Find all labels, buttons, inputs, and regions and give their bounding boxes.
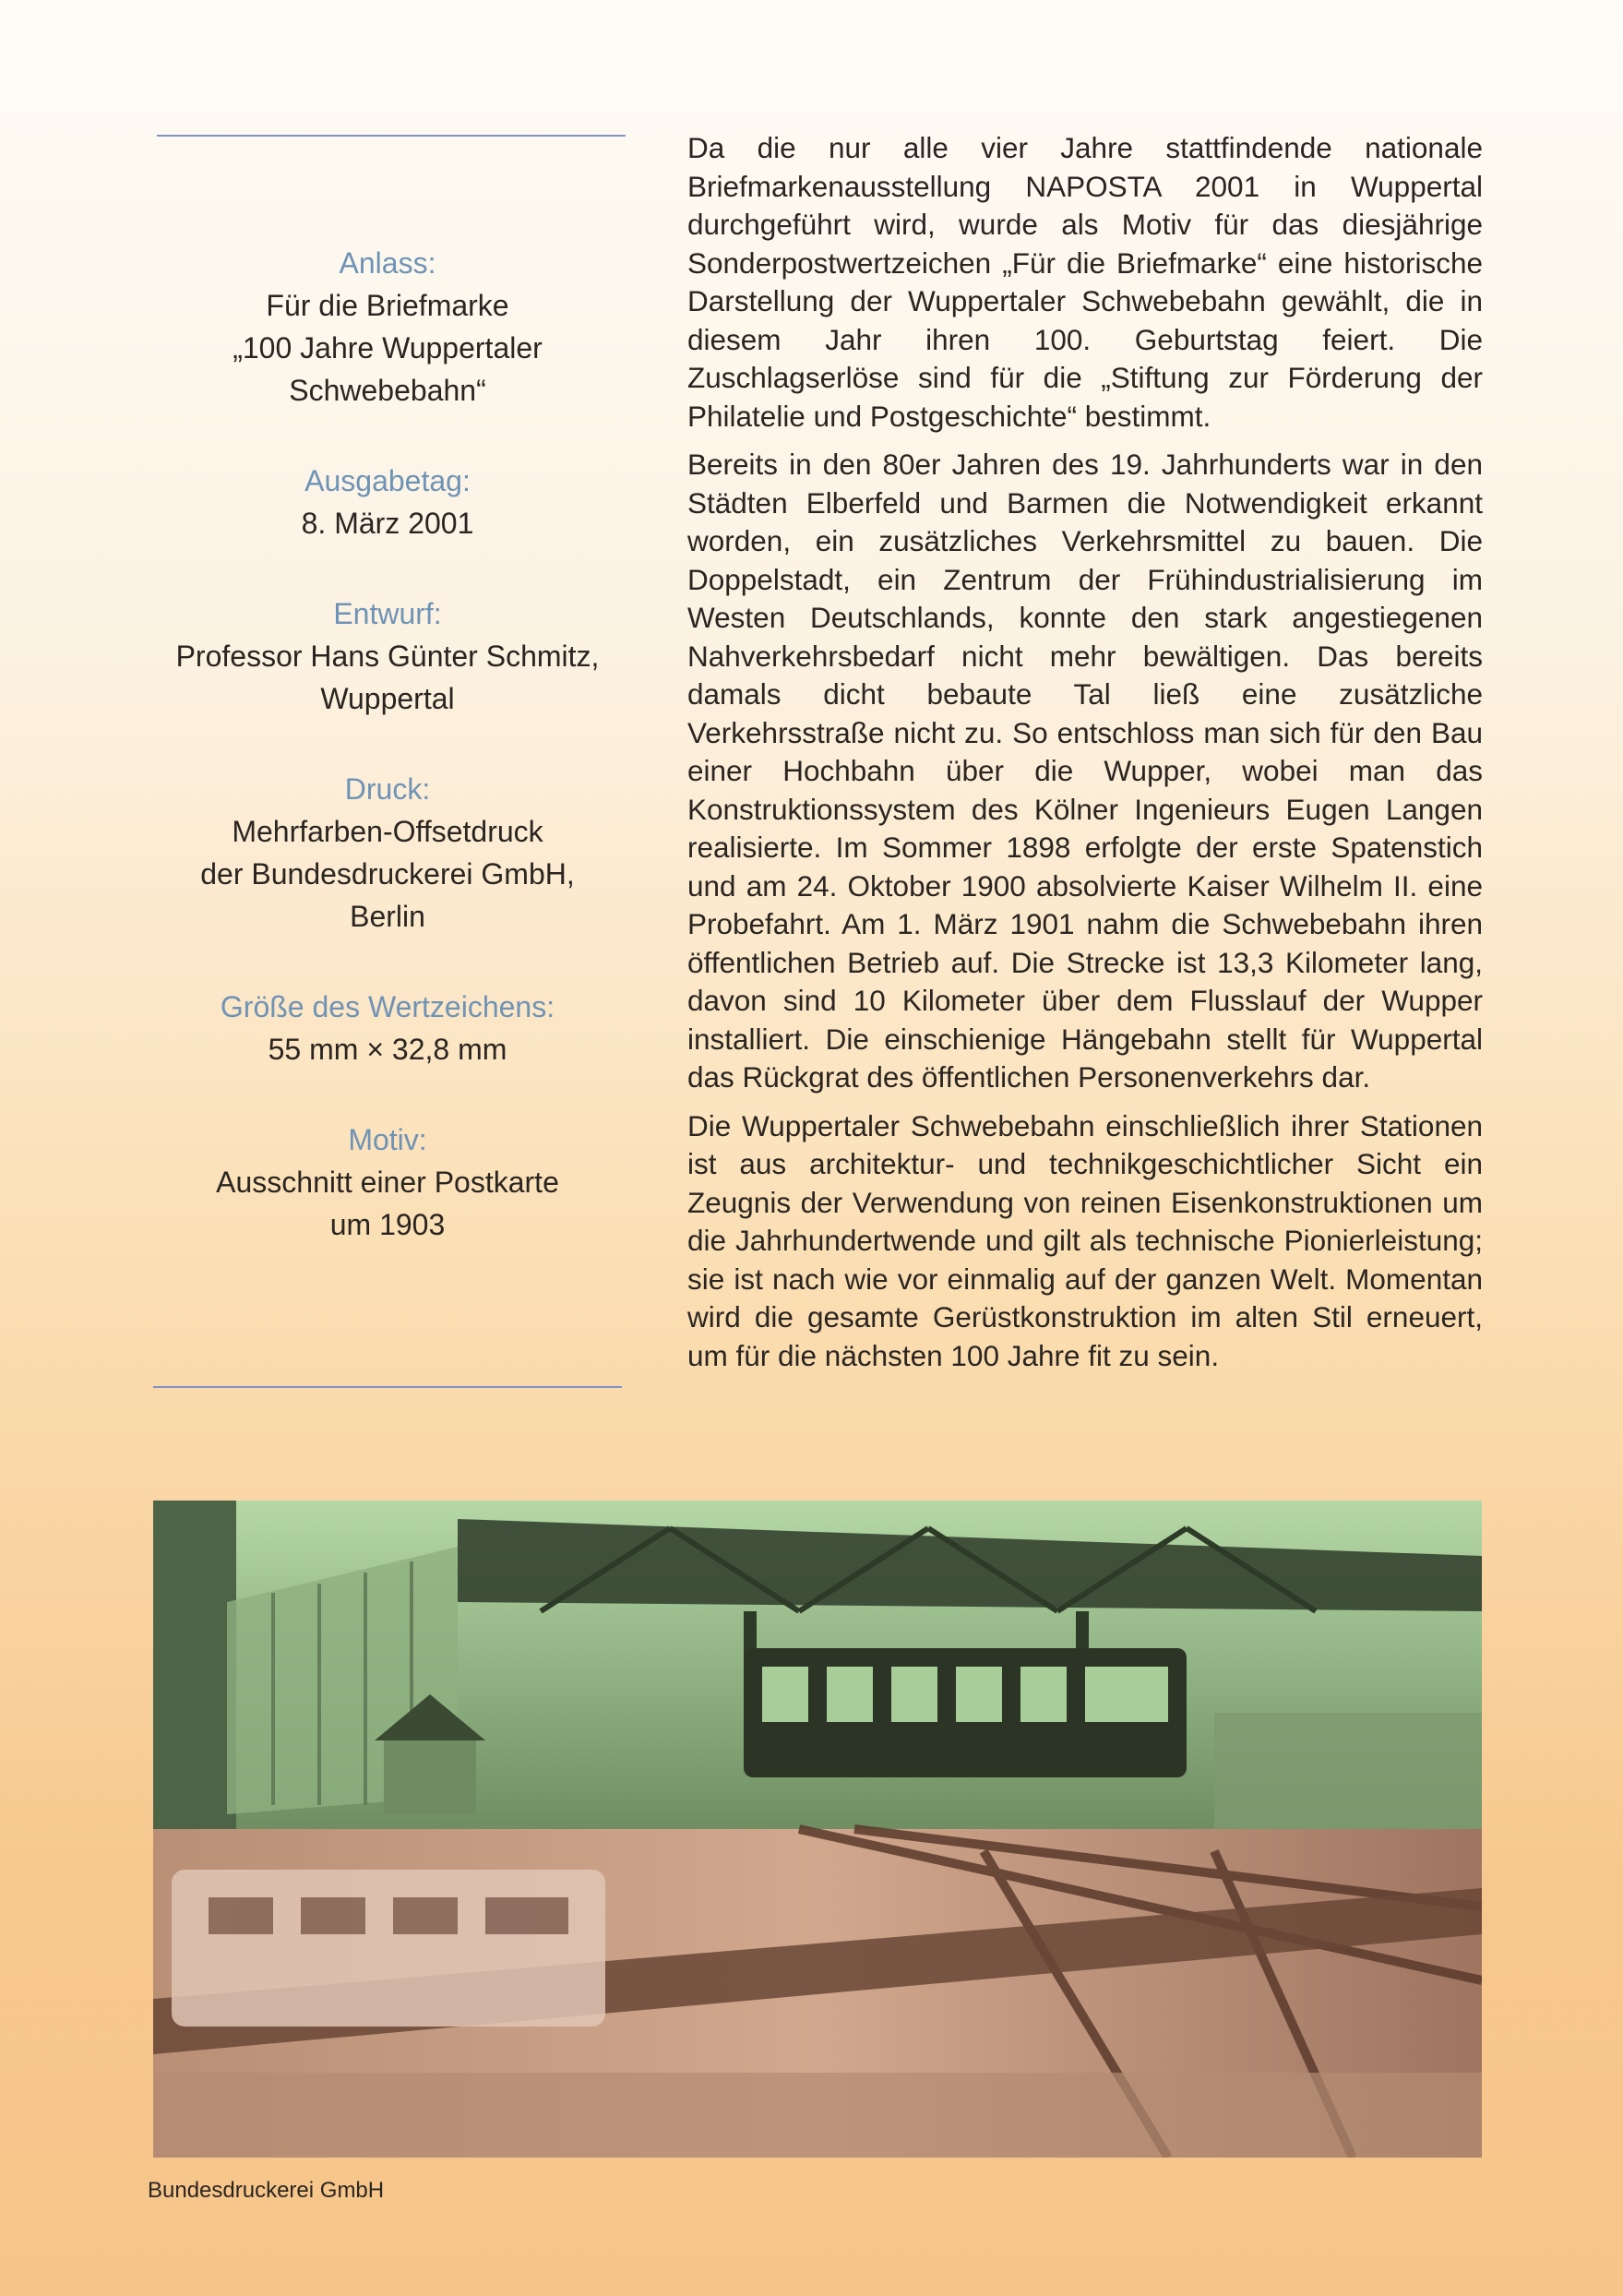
body-paragraph: Bereits in den 80er Jahren des 19. Jahrhunderts war in den Städten Elberfeld und Barmen die Notwendigkeit erkannt worden, ein zusätzliches Verkehrsmittel zu bauen. Die Doppelstadt, ein Zentrum der Frühindustrialisierung im Westen Deutschlands, konnte den stark angestiegenen Nahverkehrsbedarf nicht mehr bewältigen. Das bereits damals dicht bebaute Tal ließ eine zusätzliche Verkehrsstraße nicht zu. So entschloss man sich für den Bau einer Hochbahn über die Wupper, wobei man das Konstruktionssystem des Kölner Ingenieurs Eugen Langen realisierte. Im Sommer 1898 erfolgte der erste Spatenstich und am 24. Oktober 1900 absolvierte Kaiser Wilhelm II. eine Probefahrt. Am 1. März 1901 nahm die Schwebebahn ihren öffentlichen Betrieb auf. Die Strecke ist 13,3 Kilometer lang, davon sind 10 Kilometer über dem Flusslauf der Wupper installiert. Die einschienige Hängebahn stellt für Wuppertal das Rückgrat des öffentlichen Personenverkehrs dar. — [687, 448, 1483, 1094]
body-paragraph: Da die nur alle vier Jahre stattfindende nationale Briefmarkenausstellung NAPOSTA 2001 in Wuppertal durchgeführt wird, wurde als Motiv für das diesjährige Sonderpostwertzeichen „Für die Briefmarke“ eine historische Darstellung der Wuppertaler Schwebebahn gewählt, die in diesem Jahr ihren 100. Geburtstag feiert. Die Zuschlagserlöse sind für die „Stiftung zur Förderung der Philatelie und Postgeschichte“ bestimmt. — [687, 131, 1483, 433]
info-value: Professor Hans Günter Schmitz, Wuppertal — [175, 640, 600, 715]
stamp-info-column — [148, 242, 627, 1294]
info-value: Mehrfarben-Offsetdruck der Bundesdruckerei GmbH, Berlin — [200, 815, 575, 933]
body-text — [687, 129, 1483, 1385]
info-print — [148, 768, 627, 938]
info-value: Ausschnitt einer Postkarte um 1903 — [216, 1166, 559, 1241]
info-issue-date — [148, 460, 627, 544]
info-label: Anlass: — [339, 246, 436, 280]
info-design — [148, 592, 627, 720]
info-label: Ausgabetag: — [304, 464, 471, 497]
info-label: Druck: — [344, 772, 431, 806]
top-divider — [157, 135, 626, 137]
info-label: Größe des Wertzeichens: — [220, 990, 555, 1023]
info-value: 8. März 2001 — [301, 507, 474, 540]
info-occasion — [148, 242, 627, 412]
footer-publisher: Bundesdruckerei GmbH — [148, 2178, 385, 2203]
info-label: Entwurf: — [333, 597, 442, 630]
info-size — [148, 986, 627, 1070]
bottom-divider — [153, 1386, 622, 1388]
schwebebahn-photo — [153, 1501, 1482, 2158]
info-value: 55 mm × 32,8 mm — [268, 1033, 507, 1066]
info-label: Motiv: — [348, 1123, 427, 1156]
body-paragraph: Die Wuppertaler Schwebebahn einschließlich ihrer Stationen ist aus architektur- und technikgeschichtlicher Sicht ein Zeugnis der Verwendung von reinen Eisenkonstruktionen um die Jahrhundertwende und gilt als technische Pionierleistung; sie ist nach wie vor einmalig auf der ganzen Welt. Momentan wird die gesamte Gerüstkonstruktion im alten Stil erneuert, um für die nächsten 100 Jahre fit zu sein. — [687, 1108, 1483, 1372]
info-motif — [148, 1118, 627, 1246]
info-value: Für die Briefmarke „100 Jahre Wuppertaler Schwebebahn“ — [233, 289, 543, 407]
